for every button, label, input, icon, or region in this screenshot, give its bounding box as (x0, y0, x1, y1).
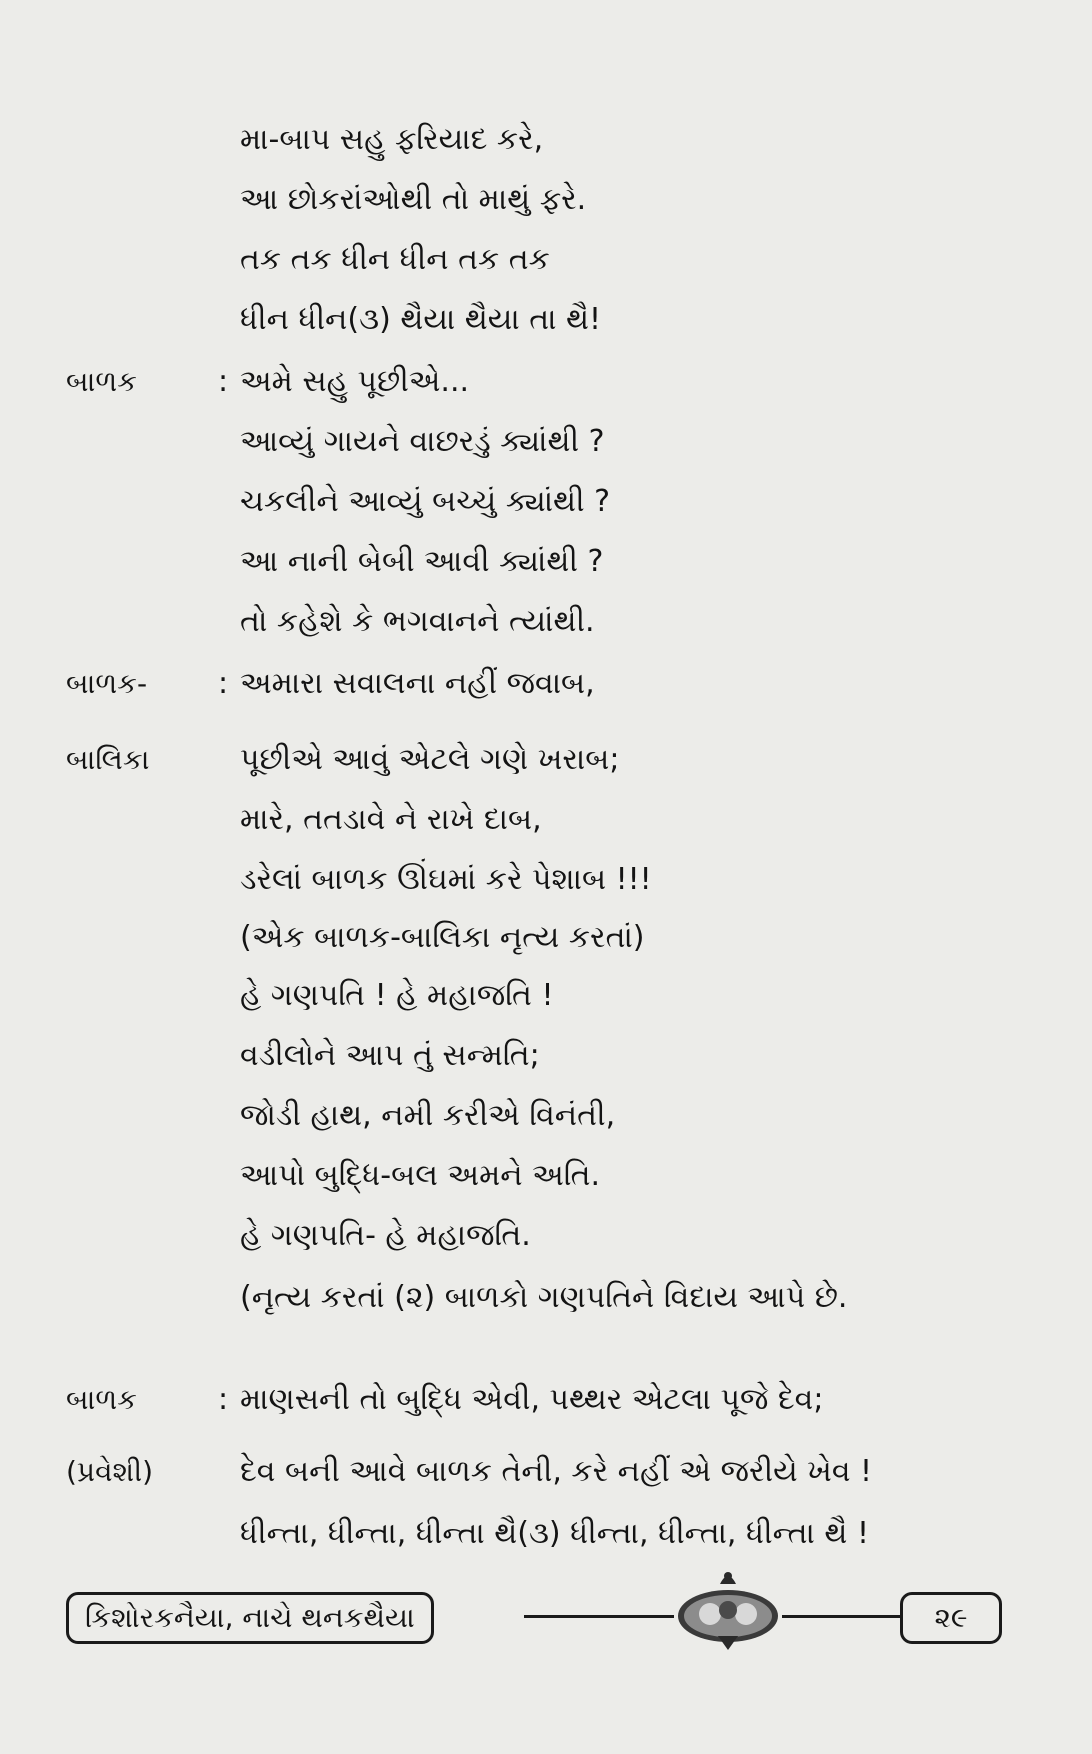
speaker-colon: : (218, 364, 229, 399)
verse-line: વડીલોને આપ તું સન્મતિ; (240, 1038, 540, 1073)
dialogue-line: પૂછીએ આવું એટલે ગણે ખરાબ; (240, 742, 620, 777)
verse-line: ધીન ધીન(૩) થૈયા થૈયા તા થૈ! (240, 302, 602, 337)
verse-line: હે ગણપતિ- હે મહાજતિ. (240, 1218, 531, 1253)
verse-line: આપો બુદ્ધિ-બલ અમને અતિ. (240, 1158, 601, 1193)
speaker-label: બાલિકા (66, 743, 150, 776)
verse-line: તક તક ધીન ધીન તક તક (240, 242, 550, 277)
footer-rule (524, 1615, 674, 1618)
verse-line: ડરેલાં બાળક ઊંઘમાં કરે પેશાબ !!! (240, 862, 652, 897)
dialogue-line: માણસની તો બુદ્ધિ એવી, પથ્થર એટલા પૂજે દેવ; (240, 1382, 824, 1417)
verse-line: ધીન્તા, ધીન્તા, ધીન્તા થૈ(૩) ધીન્તા, ધીન્તા, ધીન્તા થૈ ! (240, 1516, 869, 1551)
verse-line: આવ્યું ગાયને વાછરડું ક્યાંથી ? (240, 424, 605, 459)
verse-line: મા-બાપ સહુ ફરિયાદ કરે, (240, 122, 544, 157)
speaker-label: બાળક- (66, 667, 148, 700)
verse-line: જોડી હાથ, નમી કરીએ વિનંતી, (240, 1098, 616, 1133)
speaker-label: બાળક (66, 1383, 137, 1416)
verse-line: હે ગણપતિ ! હે મહાજતિ ! (240, 978, 554, 1013)
stage-direction: (એક બાળક-બાલિકા નૃત્ય કરતાં) (240, 920, 645, 955)
verse-line: તો કહેશે કે ભગવાનને ત્યાંથી. (240, 604, 595, 639)
page-number: ૨૯ (900, 1592, 1002, 1644)
stage-direction: (નૃત્ય કરતાં (૨) બાળકો ગણપતિને વિદાય આપે છે. (240, 1280, 848, 1315)
verse-line: ચકલીને આવ્યું બચ્ચું ક્યાંથી ? (240, 484, 611, 519)
dialogue-line: દેવ બની આવે બાળક તેની, કરે નહીં એ જરીયે ખેવ ! (240, 1454, 873, 1489)
verse-line: આ નાની બેબી આવી ક્યાંથી ? (240, 544, 604, 579)
speaker-label: બાળક (66, 365, 137, 398)
ganesh-emblem-icon (672, 1566, 784, 1652)
dialogue-line: અમારા સવાલના નહીં જવાબ, (240, 666, 595, 701)
book-title: કિશોરકનૈયા, નાચે થનકથૈયા (66, 1592, 434, 1644)
speaker-label: (પ્રવેશી) (66, 1455, 154, 1488)
page-footer (66, 1588, 1002, 1644)
verse-line: મારે, તતડાવે ને રાખે દાબ, (240, 802, 542, 837)
speaker-colon: : (218, 666, 229, 701)
dialogue-line: અમે સહુ પૂછીએ... (240, 364, 470, 399)
speaker-colon: : (218, 1382, 229, 1417)
verse-line: આ છોકરાંઓથી તો માથું ફરે. (240, 182, 587, 217)
